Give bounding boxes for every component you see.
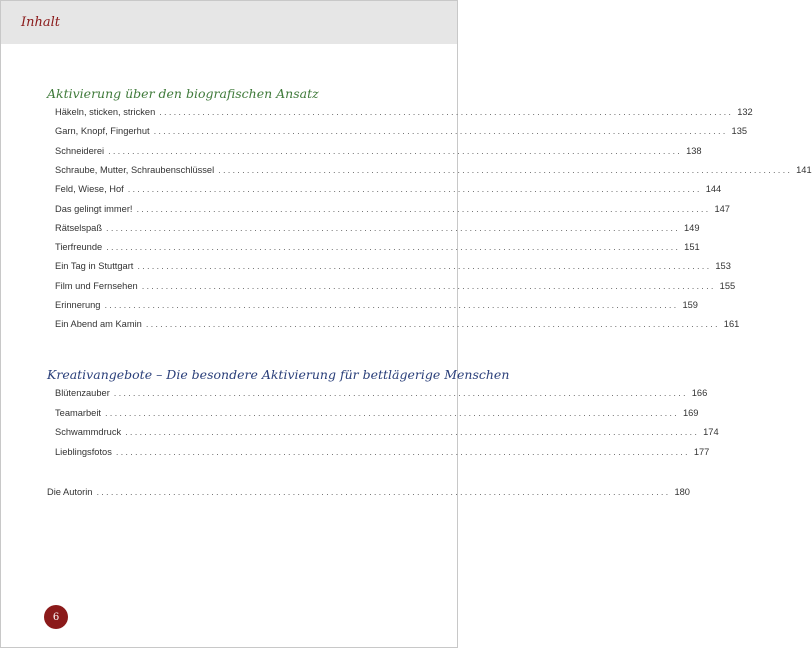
toc-entry-page: 161 — [723, 319, 740, 330]
toc-entry-page: 153 — [715, 261, 731, 272]
leader-dots: ........................................................................................................................ — [96, 487, 671, 497]
toc-entry[interactable] — [55, 184, 722, 200]
toc-entry-label: Tierfreunde — [55, 242, 103, 253]
toc-entry-page: 151 — [684, 242, 700, 253]
leader-dots: ........................................................................................................................ — [141, 280, 716, 291]
leader-dots: ........................................................................................................................ — [113, 388, 688, 398]
toc-entry[interactable] — [55, 280, 736, 297]
leader-dots: ........................................................................................................................ — [106, 242, 681, 253]
toc-entry-autorin[interactable] — [47, 487, 690, 503]
toc-entry[interactable] — [55, 145, 702, 162]
leader-dots: ........................................................................................................................ — [136, 203, 711, 214]
leader-dots: ........................................................................................................................ — [106, 222, 680, 233]
toc-entry-label: Häkeln, sticken, stricken — [55, 107, 156, 117]
toc-entry-page: 135 — [731, 126, 748, 137]
toc-entry-page: 149 — [684, 222, 700, 233]
toc-entry-page: 177 — [693, 447, 710, 458]
toc-entry-label: Das gelingt immer! — [55, 203, 133, 214]
section-title-kreativ: Kreativangebote – Die besondere Aktivierung für bettlägerige Menschen — [47, 367, 510, 382]
toc-entry-label: Film und Fernsehen — [55, 280, 138, 291]
toc-entry-label: Feld, Wiese, Hof — [55, 184, 124, 195]
toc-entry-label: Schraube, Mutter, Schraubenschlüssel — [55, 164, 215, 175]
toc-entry[interactable] — [55, 203, 730, 220]
leader-dots: ........................................................................................................................ — [137, 261, 712, 272]
toc-entry[interactable] — [55, 300, 698, 316]
leader-dots: ........................................................................................................................ — [125, 427, 700, 438]
toc-entry[interactable] — [55, 427, 719, 443]
toc-entry-page: 132 — [737, 107, 753, 117]
toc-entry[interactable] — [55, 319, 740, 335]
toc-entry-page: 159 — [682, 300, 698, 310]
toc-entry-page: 141 — [796, 164, 812, 175]
toc-entry-label: Lieblingsfotos — [55, 447, 112, 458]
toc-entry-label: Garn, Knopf, Fingerhut — [55, 126, 150, 137]
toc-entry-page: 155 — [719, 280, 736, 291]
toc-entry-page: 180 — [674, 487, 690, 497]
toc-entry[interactable] — [55, 126, 748, 142]
toc-entry[interactable] — [55, 261, 731, 277]
toc-entry-label: Schwammdruck — [55, 427, 122, 438]
header-title: Inhalt — [21, 15, 61, 30]
toc-entry-label: Ein Abend am Kamin — [55, 319, 142, 330]
leader-dots: ........................................................................................................................ — [145, 319, 720, 330]
toc-entry-label: Erinnerung — [55, 300, 101, 310]
leader-dots: ........................................................................................................................ — [159, 107, 734, 117]
toc-entry[interactable] — [55, 107, 753, 123]
leader-dots: ........................................................................................................................ — [115, 447, 690, 458]
toc-entry-page: 166 — [691, 388, 708, 398]
toc-entry[interactable] — [55, 242, 700, 258]
toc-entry-page: 169 — [682, 407, 699, 418]
section-title-biografisch: Aktivierung über den biografischen Ansatz — [47, 86, 319, 101]
toc-entry-label: Rätselspaß — [55, 222, 103, 233]
toc-entry-label: Die Autorin — [47, 487, 93, 497]
toc-entry[interactable] — [55, 388, 708, 404]
page-number-badge: 6 — [44, 605, 68, 629]
toc-entry-page: 147 — [714, 203, 730, 214]
toc-entry-label: Teamarbeit — [55, 407, 101, 418]
toc-entry-page: 144 — [705, 184, 722, 195]
toc-entry-page: 138 — [686, 145, 702, 156]
leader-dots: ........................................................................................................................ — [127, 184, 702, 195]
leader-dots: ........................................................................................................................ — [108, 145, 683, 156]
leader-dots: ........................................................................................................................ — [104, 300, 679, 310]
leader-dots: ........................................................................................................................ — [105, 407, 679, 418]
toc-entry-page: 174 — [703, 427, 719, 438]
toc-entry[interactable] — [55, 164, 812, 181]
leader-dots: ........................................................................................................................ — [218, 164, 793, 175]
leader-dots: ........................................................................................................................ — [153, 126, 728, 137]
toc-entry-label: Ein Tag in Stuttgart — [55, 261, 134, 272]
toc-entry[interactable] — [55, 407, 699, 424]
toc-entry-label: Blütenzauber — [55, 388, 110, 398]
toc-entry[interactable] — [55, 447, 710, 463]
page-header — [1, 1, 457, 44]
toc-entry[interactable] — [55, 222, 700, 239]
toc-entry-label: Schneiderei — [55, 145, 105, 156]
